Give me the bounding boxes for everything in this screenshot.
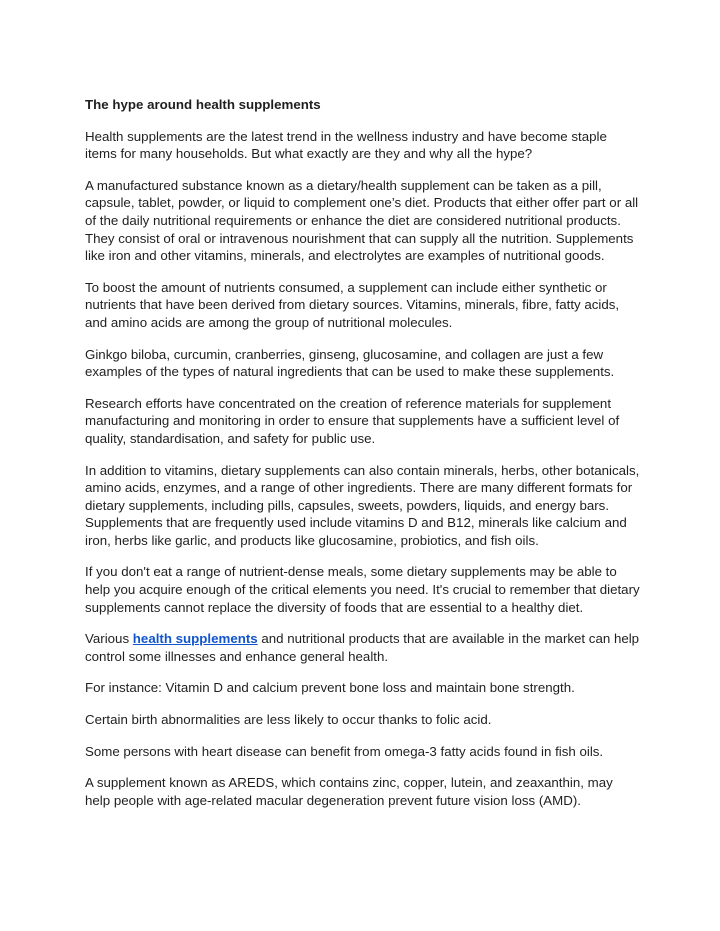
paragraph-vitamin-d: For instance: Vitamin D and calcium prevent bone loss and maintain bone strength. <box>85 680 575 696</box>
paragraph-natural-ingredients: Ginkgo biloba, curcumin, cranberries, ginseng, glucosamine, and collagen are just a few examples of the types of natural ingredients that can be used to make these supplements. <box>85 346 615 380</box>
paragraph-nutrients: To boost the amount of nutrients consumed, a supplement can include either synthetic or nutrients that have been derived from dietary sources. Vitamins, minerals, fibre, fatty acids, and amino acids are among the group of nutritional molecules. <box>85 279 620 330</box>
health-supplements-link[interactable]: health supplements <box>132 631 258 647</box>
document-body <box>85 96 640 823</box>
paragraph-formats: In addition to vitamins, dietary supplements can also contain minerals, herbs, other botanicals, amino acids, enzymes, and a range of other ingredients. There are many different formats for dietary supplements, including pills, capsules, sweets, powders, liquids, and energy bars. Supplements that are frequently used include vitamins D and B12, minerals like calcium and iron, herbs like garlic, and products like glucosamine, probiotics, and fish oils. <box>85 462 640 548</box>
paragraph-definition: A manufactured substance known as a dietary/health supplement can be taken as a pill, capsule, tablet, powder, or liquid to complement one’s diet. Products that either offer part or all of the daily nutritional requirements or enhance the diet are considered nutritional products. They consist of oral or intravenous nourishment that can supply all the nutrition. Supplements like iron and other vitamins, minerals, and electrolytes are examples of nutritional goods. <box>85 177 639 264</box>
paragraph-diet-note: If you don't eat a range of nutrient-dense meals, some dietary supplements may be able to help you acquire enough of the critical elements you need. It's crucial to remember that dietary supplements cannot replace the diversity of foods that are essential to a healthy diet. <box>85 564 640 615</box>
paragraph-folic-acid: Certain birth abnormalities are less likely to occur thanks to folic acid. <box>85 712 492 728</box>
paragraph-research: Research efforts have concentrated on the creation of reference materials for supplement manufacturing and monitoring in order to ensure that supplements have a sufficient level of quality, standardisation, and safety for public use. <box>85 395 620 446</box>
paragraph-omega-3: Some persons with heart disease can benefit from omega-3 fatty acids found in fish oils. <box>85 743 604 759</box>
paragraph-areds: A supplement known as AREDS, which contains zinc, copper, lutein, and zeaxanthin, may help people with age-related macular degeneration prevent future vision loss (AMD). <box>85 775 613 808</box>
link-paragraph-before: Various <box>85 631 133 647</box>
paragraph-with-link <box>85 630 640 665</box>
paragraph-intro: Health supplements are the latest trend in the wellness industry and have become staple items for many households. But what exactly are they and why all the hype? <box>85 128 607 162</box>
document-title: The hype around health supplements <box>85 97 321 112</box>
link-paragraph-after: and nutritional products that are available in the market can help control some illnesses and enhance general health. <box>85 631 640 664</box>
